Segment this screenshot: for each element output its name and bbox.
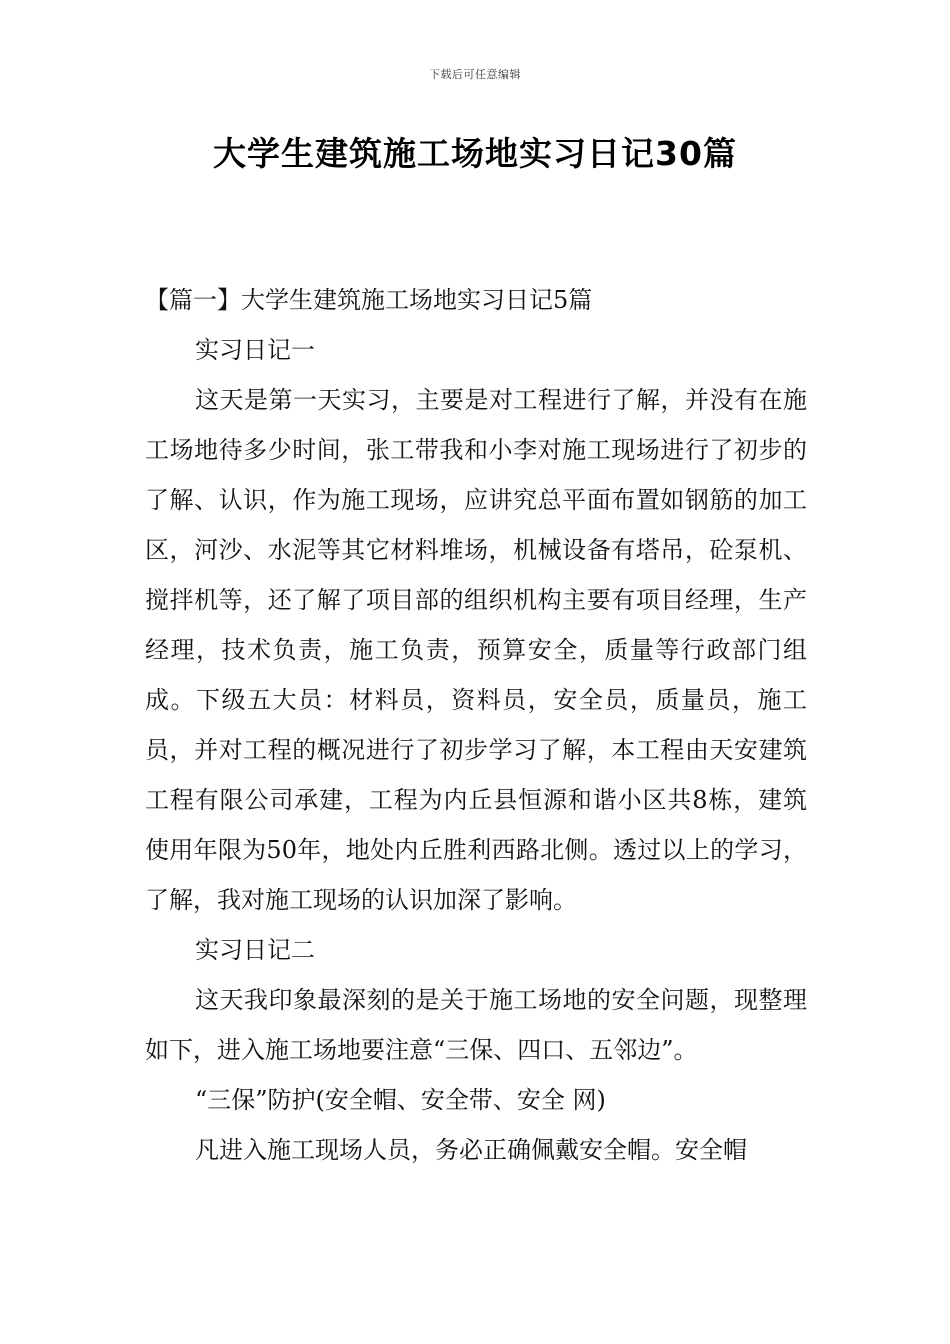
diary-heading-1: 实习日记一	[195, 336, 315, 364]
paragraph: 这天我印象最深刻的是关于施工场地的安全问题，现整理如下，进入施工场地要注意“三保、四口、五邻边”。	[145, 986, 807, 1064]
paragraph: 这天是第一天实习，主要是对工程进行了解，并没有在施工场地待多少时间，张工带我和小李对施工现场进行了初步的了解、认识，作为施工现场，应讲究总平面布置如钢筋的加工区，河沙、水泥等其它材料堆场，机械设备有塔吊，砼泵机、搅拌机等，还了解了项目部的组织机构主要有项目经理，生产经理，技术负责，施工负责，预算安全，质量等行政部门组成。下级五大员：材料员，资料员，安全员，质量员，施工员，并对工程的概况进行了初步学习了解，本工程由天安建筑工程有限公司承建，工程为内丘县恒源和谐小区共8栋，建筑使用年限为50年，地处内丘胜利西路北侧。透过以上的学习，了解，我对施工现场的认识加深了影响。	[145, 386, 807, 914]
paragraph: “三保”防护(安全帽、安全带、安全 网)	[195, 1086, 606, 1114]
header-note: 下载后可任意编辑	[429, 68, 521, 81]
diary-heading-2: 实习日记二	[195, 936, 315, 964]
document-body	[145, 275, 807, 1175]
paragraph: 凡进入施工现场人员，务必正确佩戴安全帽。安全帽	[195, 1136, 747, 1164]
document-title: 大学生建筑施工场地实习日记30篇	[213, 134, 737, 173]
section-heading: 【篇一】大学生建筑施工场地实习日记5篇	[145, 286, 593, 314]
